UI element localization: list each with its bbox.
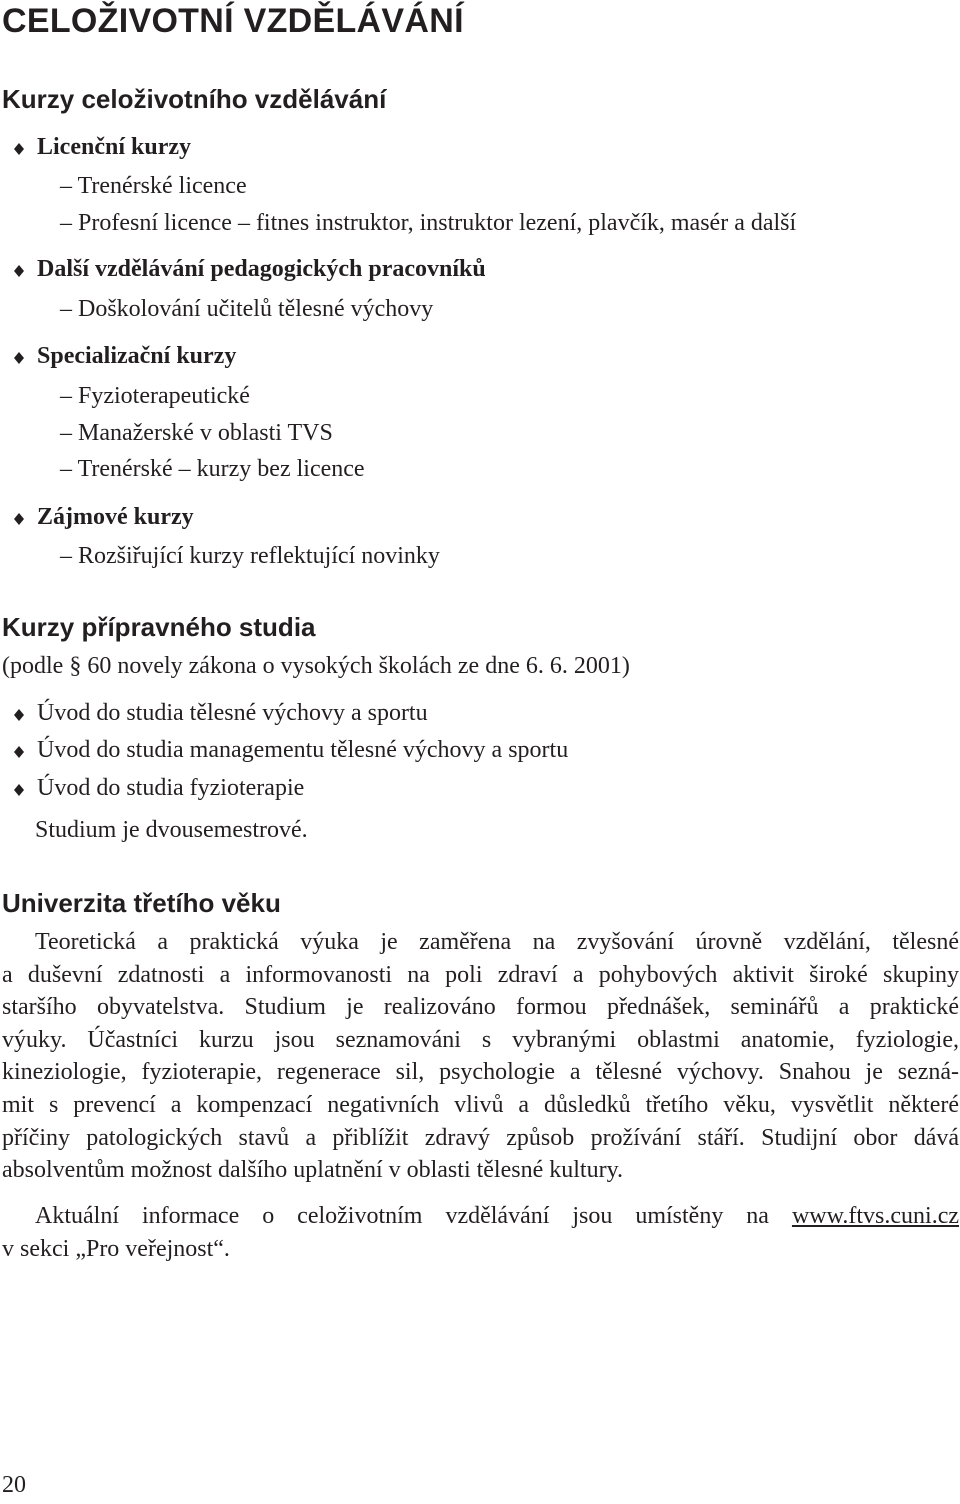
page-number: 20: [2, 1472, 26, 1498]
list-item: – Trenérské licence: [60, 173, 247, 199]
paragraph-line: příčiny patologických stavů a přiblížit zdravý způsob prožívání stáří. Studijní obor dává: [2, 1124, 959, 1151]
paragraph-line: a duševní zdatnosti a informovanosti na poli zdraví a pohybových aktivit široké skupiny: [2, 961, 959, 988]
group-title-interest-courses: Zájmové kurzy: [37, 504, 194, 530]
list-item: – Rozšiřující kurzy reflektující novinky: [60, 543, 440, 569]
list-item: Úvod do studia fyzioterapie: [37, 775, 305, 801]
list-item: Úvod do studia tělesné výchovy a sportu: [37, 700, 428, 726]
paragraph-line: Teoretická a praktická výuka je zaměřena na zvyšování úrovně vzdělání, tělesné: [35, 929, 959, 955]
ftvs-website-link[interactable]: www.ftvs.cuni.cz: [791, 1203, 960, 1229]
list-item: – Doškolování učitelů tělesné výchovy: [60, 296, 434, 322]
list-item: – Trenérské – kurzy bez licence: [60, 456, 365, 482]
section-heading-third-age-university: Univerzita třetího věku: [2, 888, 281, 918]
info-line: [2, 1200, 959, 1233]
study-duration-note: Studium je dvousemestrové.: [35, 817, 308, 843]
paragraph-line: absolventům možnost dalšího uplatnění v oblasti tělesné kultury.: [2, 1157, 624, 1184]
info-text: Aktuální informace o celoživotním vzdělávání jsou umístěny na: [35, 1203, 769, 1229]
info-line: v sekci „Pro veřejnost“.: [2, 1235, 230, 1262]
group-title-specialization-courses: Specializační kurzy: [37, 343, 237, 369]
section-heading-lifelong-courses: Kurzy celoživotního vzdělávání: [2, 84, 387, 114]
paragraph-line: výuky. Účastníci kurzu jsou seznamováni s vybranými oblastmi anatomie, fyziologie,: [2, 1026, 959, 1053]
list-item: – Fyzioterapeutické: [60, 383, 250, 409]
page-title: CELOŽIVOTNÍ VZDĚLÁVÁNÍ: [2, 2, 464, 40]
section-heading-preparatory-study: Kurzy přípravného studia: [2, 612, 316, 642]
list-item: Úvod do studia managementu tělesné výchovy a sportu: [37, 737, 569, 763]
group-title-teacher-training: Další vzdělávání pedagogických pracovníků: [37, 256, 486, 282]
group-title-licence-courses: Licenční kurzy: [37, 134, 191, 160]
list-item: – Manažerské v oblasti TVS: [60, 420, 333, 446]
section-note: (podle § 60 novely zákona o vysokých školách ze dne 6. 6. 2001): [2, 653, 630, 679]
info-paragraph: [2, 1200, 959, 1265]
third-age-paragraph: [2, 926, 959, 1187]
paragraph-line: mit s prevencí a kompenzací negativních vlivů a důsledků třetího věku, vysvětlit některé: [2, 1091, 959, 1118]
paragraph-line: kineziologie, fyzioterapie, regenerace sil, psychologie a tělesné výchovy. Snahou je sezná-: [2, 1059, 959, 1086]
paragraph-line: staršího obyvatelstva. Studium je realizováno formou přednášek, seminářů a praktické: [2, 994, 959, 1021]
list-item: – Profesní licence – fitnes instruktor, instruktor lezení, plavčík, masér a další: [60, 210, 797, 236]
